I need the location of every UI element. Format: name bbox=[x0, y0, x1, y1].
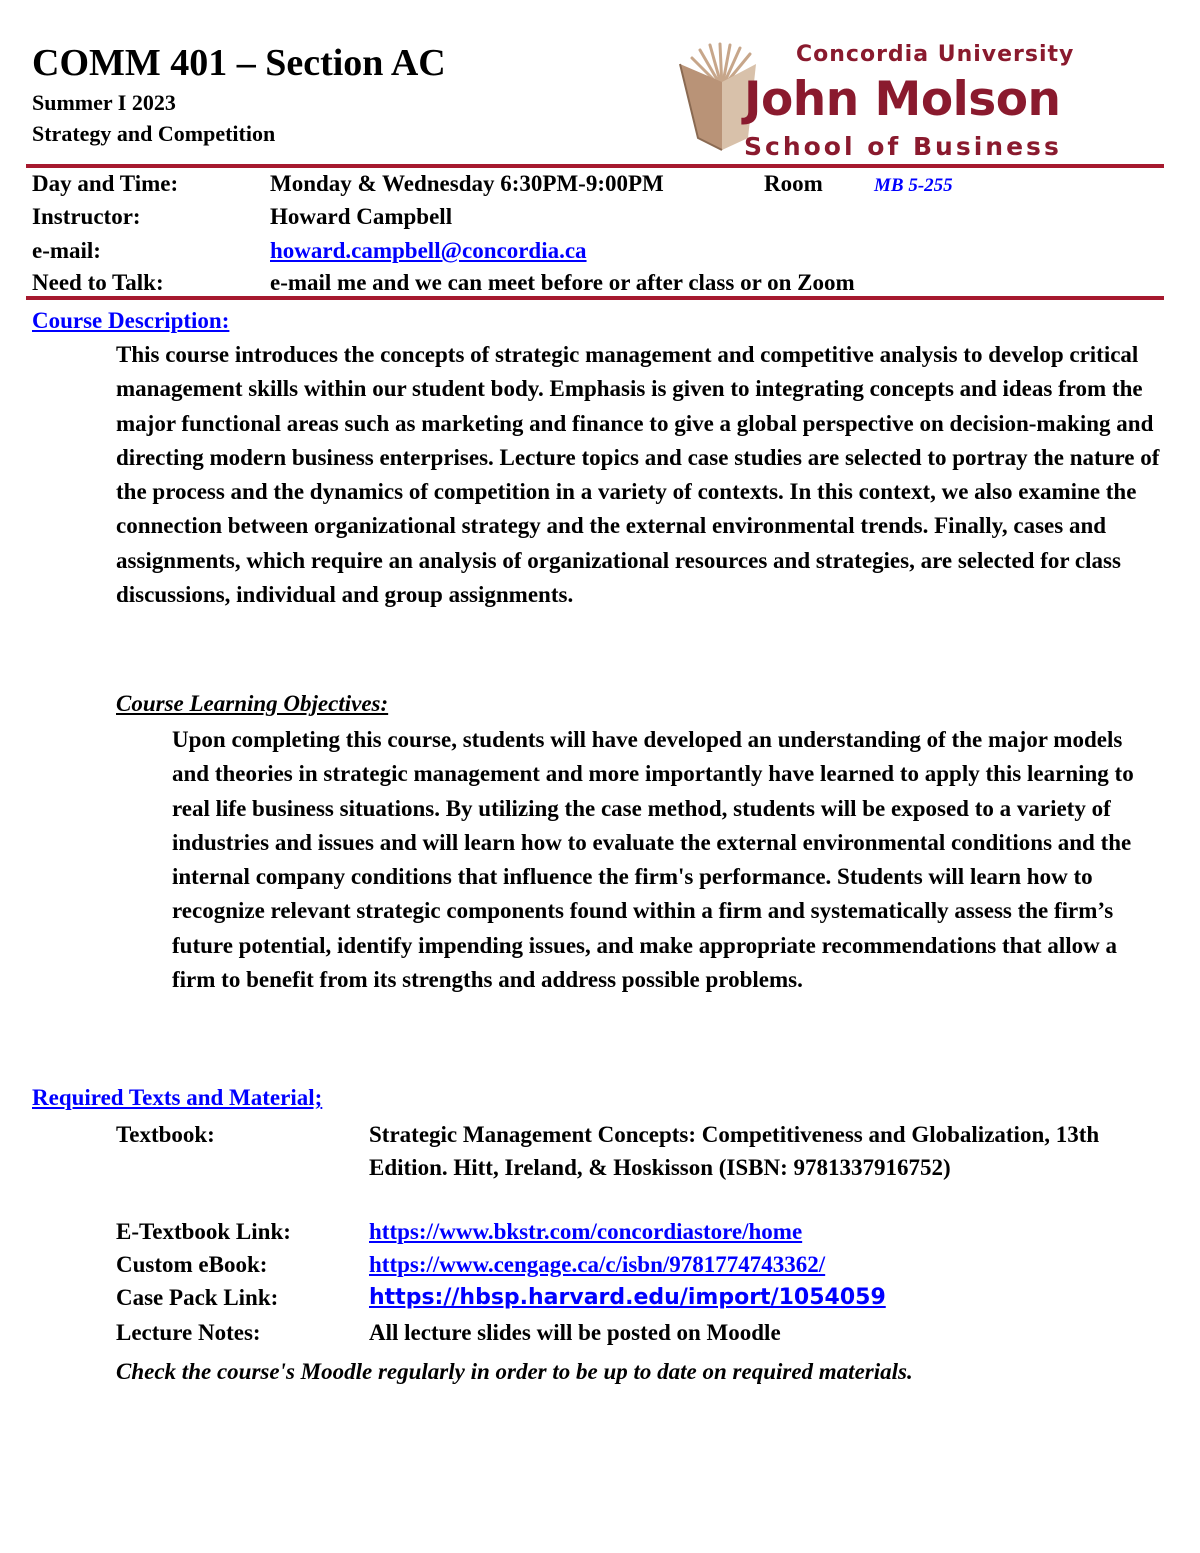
logo-university-text: Concordia University bbox=[796, 42, 1075, 67]
custom-ebook-row bbox=[116, 1248, 1156, 1281]
logo-school-text: School of Business bbox=[744, 132, 1062, 161]
room-label: Room bbox=[764, 171, 823, 196]
custom-ebook-link[interactable]: https://www.cengage.ca/c/isbn/9781774743362/ bbox=[369, 1252, 826, 1277]
email-label: e-mail: bbox=[32, 238, 101, 263]
etextbook-row bbox=[116, 1215, 1156, 1248]
textbook-label: Textbook: bbox=[116, 1122, 215, 1147]
info-row-email bbox=[32, 235, 1162, 267]
day-time-value: Monday & Wednesday 6:30PM-9:00PM bbox=[270, 171, 664, 196]
lecture-notes-value: All lecture slides will be posted on Moodle bbox=[369, 1320, 781, 1345]
case-pack-link[interactable]: https://hbsp.harvard.edu/import/1054059 bbox=[369, 1285, 886, 1310]
course-title: COMM 401 – Section AC bbox=[32, 42, 446, 84]
need-to-talk-label: Need to Talk: bbox=[32, 270, 164, 295]
info-row-day-time bbox=[32, 168, 1162, 200]
etextbook-label: E-Textbook Link: bbox=[116, 1219, 291, 1244]
course-description-text: This course introduces the concepts of strategic management and competitive analysis to develop critical management skills within our student body. Emphasis is given to integrating concepts and ideas from the major functional areas such as marketing and finance to give a global perspective on decision-making and directing modern business enterprises. Lecture topics and case studies are selected to portray the nature of the process and the dynamics of competition in a variety of contexts. In this context, we also examine the connection between organizational strategy and the external environmental trends. Finally, cases and assignments, which require an analysis of organizational resources and strategies, are selected for class discussions, individual and group assignments. bbox=[116, 342, 1160, 608]
header-rule-bottom bbox=[26, 296, 1164, 300]
room-value: MB 5-255 bbox=[874, 175, 953, 196]
textbook-row bbox=[116, 1118, 1156, 1218]
textbook-value: Strategic Management Concepts: Competitiveness and Globalization, 13th Edition. Hitt, Ireland, & Hoskisson (ISBN: 9781337916752) bbox=[369, 1122, 1100, 1180]
learning-objectives-text: Upon completing this course, students will have developed an understanding of the major models and theories in strategic management and more importantly have learned to apply this learning to real life business situations. By utilizing the case method, students will be exposed to a variety of industries and issues and will learn how to evaluate the external environmental conditions and the internal company conditions that influence the firm's performance. Students will learn how to recognize relevant strategic components found within a firm and systematically assess the firm’s future potential, identify impending issues, and make appropriate recommendations that allow a firm to benefit from its strengths and address possible problems. bbox=[172, 727, 1134, 993]
need-to-talk-value: e-mail me and we can meet before or after class or on Zoom bbox=[270, 270, 855, 295]
logo-name-text: John Molson bbox=[744, 72, 1061, 127]
course-subtitle: Strategy and Competition bbox=[32, 121, 276, 146]
day-time-label: Day and Time: bbox=[32, 171, 179, 196]
info-row-instructor bbox=[32, 201, 1162, 233]
etextbook-link[interactable]: https://www.bkstr.com/concordiastore/home bbox=[369, 1219, 803, 1244]
instructor-label: Instructor: bbox=[32, 204, 141, 229]
custom-ebook-label: Custom eBook: bbox=[116, 1252, 268, 1277]
instructor-value: Howard Campbell bbox=[270, 204, 453, 229]
moodle-note: Check the course's Moodle regularly in order to be up to date on required materials. bbox=[116, 1359, 913, 1384]
case-pack-label: Case Pack Link: bbox=[116, 1285, 279, 1310]
course-description-heading[interactable]: Course Description: bbox=[32, 308, 230, 333]
course-term: Summer I 2023 bbox=[32, 90, 176, 115]
info-row-need-to-talk bbox=[32, 267, 1162, 299]
lecture-notes-label: Lecture Notes: bbox=[116, 1320, 261, 1345]
email-link[interactable]: howard.campbell@concordia.ca bbox=[270, 238, 587, 263]
required-texts-heading[interactable]: Required Texts and Material; bbox=[32, 1085, 323, 1110]
lecture-notes-row bbox=[116, 1316, 1156, 1349]
learning-objectives-heading: Course Learning Objectives: bbox=[116, 691, 389, 716]
case-pack-row bbox=[116, 1281, 1156, 1314]
